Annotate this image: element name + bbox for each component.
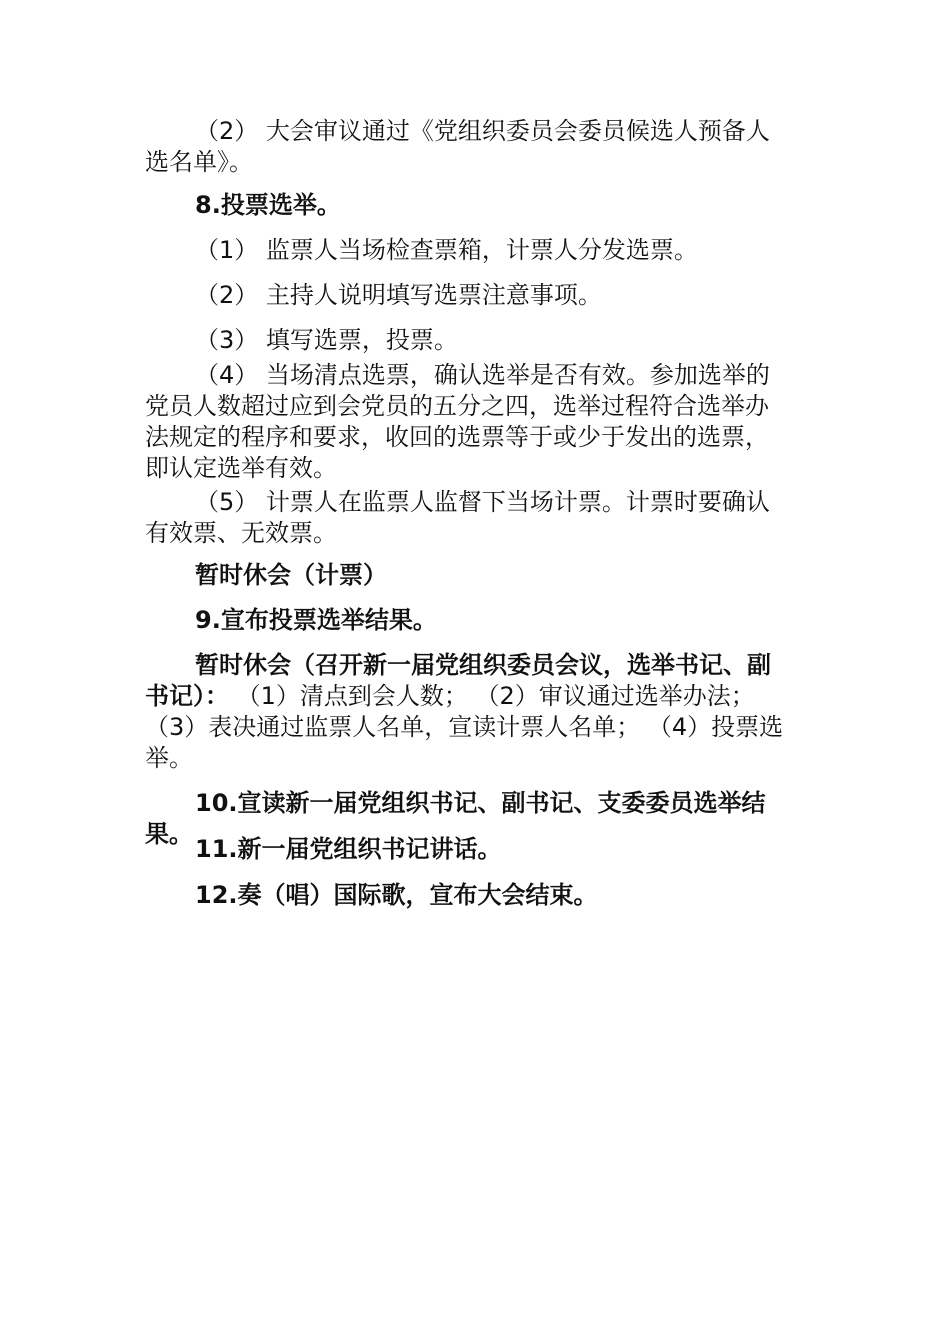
agenda-heading-9: 9.宣布投票选举结果。 bbox=[195, 606, 437, 634]
text-line: 党员人数超过应到会党员的五分之四，选举过程符合选举办 bbox=[145, 392, 769, 420]
text-line: 暂时休会（召开新一届党组织委员会议，选举书记、副 bbox=[195, 651, 771, 679]
agenda-heading-11: 11.新一届党组织书记讲话。 bbox=[195, 835, 502, 863]
text-line: （4） 当场清点选票，确认选举是否有效。参加选举的 bbox=[195, 361, 770, 389]
text-line bbox=[95, 681, 813, 712]
agenda-item-8-4 bbox=[145, 360, 813, 484]
text-line: 举。 bbox=[145, 744, 193, 772]
text-line: 有效票、无效票。 bbox=[145, 519, 337, 547]
text-line: （5） 计票人在监票人监督下当场计票。计票时要确认 bbox=[195, 488, 770, 516]
agenda-item-8-1: （1） 监票人当场检查票箱，计票人分发选票。 bbox=[195, 236, 698, 264]
agenda-heading-12: 12.奏（唱）国际歌，宣布大会结束。 bbox=[195, 881, 598, 909]
text-line: 选名单》。 bbox=[145, 148, 253, 176]
recess-committee-meeting bbox=[145, 650, 813, 774]
recess-counting: 暂时休会（计票） bbox=[195, 561, 387, 589]
agenda-item-8-3: （3） 填写选票，投票。 bbox=[195, 326, 458, 354]
text-fragment-bold: 书记）： bbox=[145, 682, 229, 710]
agenda-item-8-2: （2） 主持人说明填写选票注意事项。 bbox=[195, 281, 602, 309]
text-line: 即认定选举有效。 bbox=[145, 454, 337, 482]
agenda-heading-8: 8.投票选举。 bbox=[195, 191, 341, 219]
agenda-heading-10: 10.宣读新一届党组织书记、副书记、支委委员选举结果。 bbox=[145, 789, 766, 848]
text-fragment: （1）清点到会人数； （2）审议通过选举办法； bbox=[229, 682, 755, 710]
text-line: （3）表决通过监票人名单，宣读计票人名单； （4）投票选 bbox=[145, 713, 784, 741]
agenda-item-8-5 bbox=[145, 487, 813, 549]
text-line: （2） 大会审议通过《党组织委员会委员候选人预备人 bbox=[195, 117, 770, 145]
agenda-item-7-2 bbox=[145, 116, 813, 178]
text-line: 法规定的程序和要求，收回的选票等于或少于发出的选票， bbox=[145, 423, 769, 451]
